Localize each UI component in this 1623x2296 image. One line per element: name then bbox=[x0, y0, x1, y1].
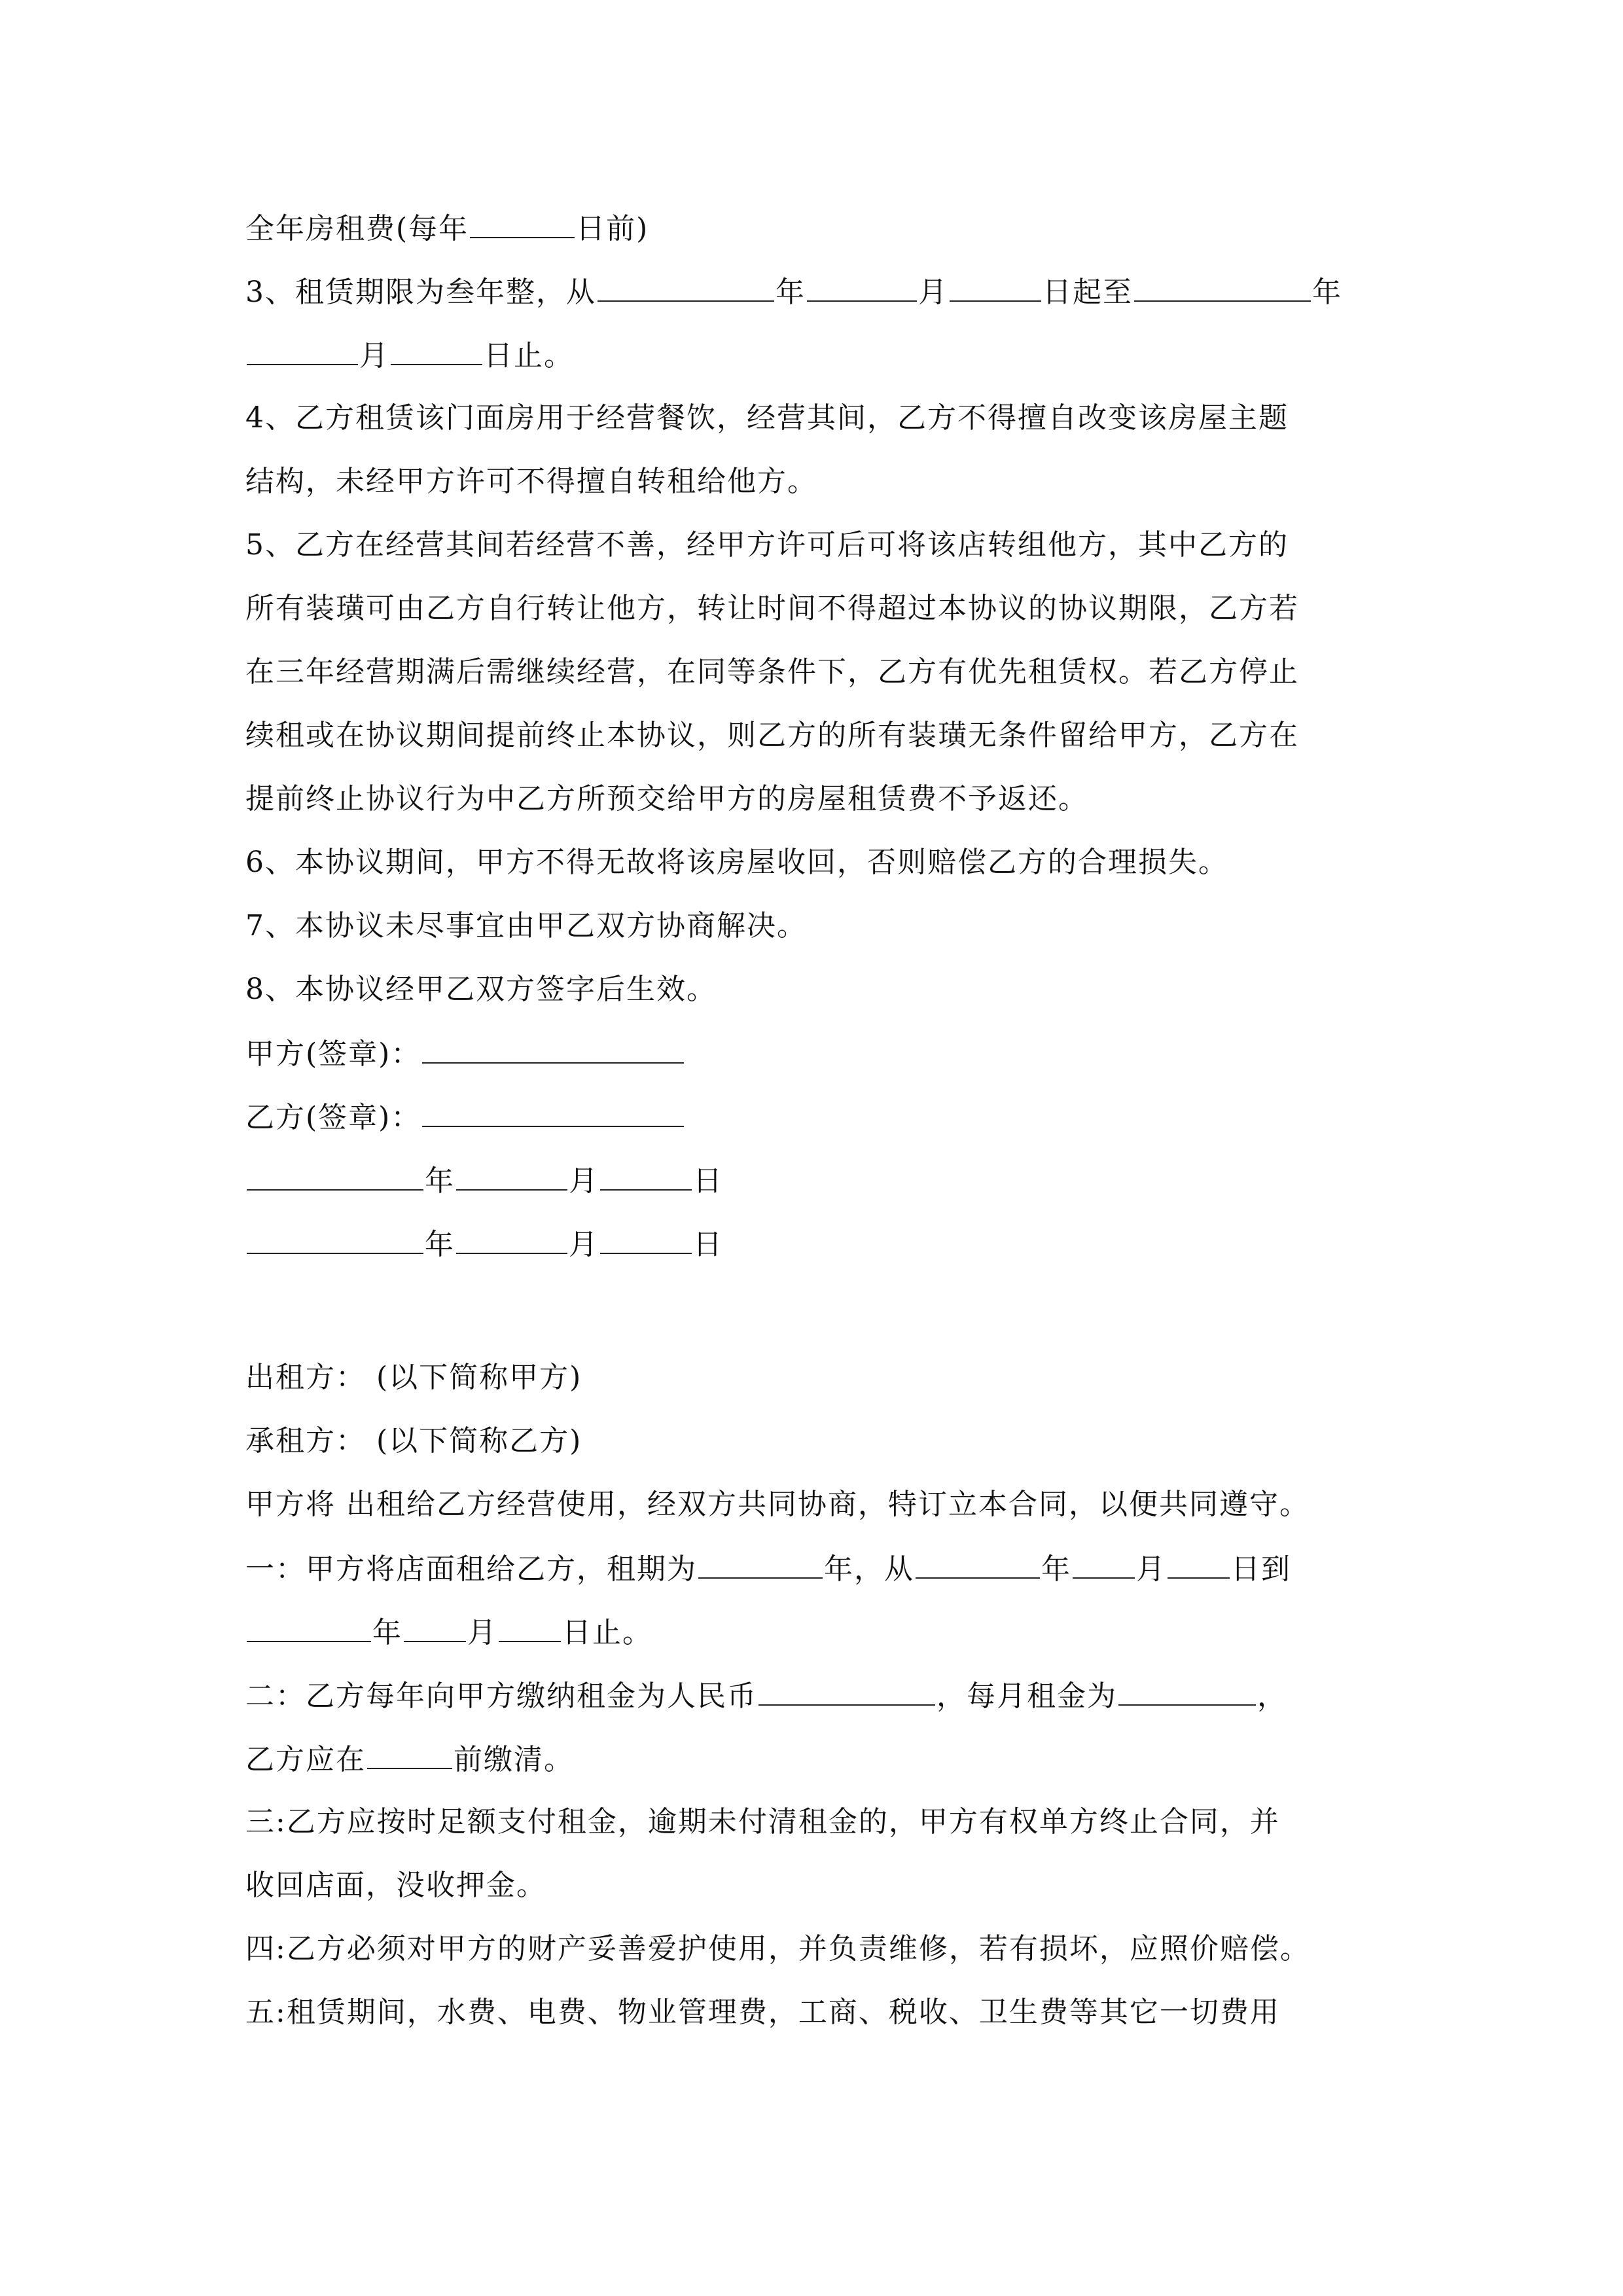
text-segment: 日起至 bbox=[1043, 276, 1133, 309]
text-line: 7、本协议未尽事宜由甲乙双方协商解决。 bbox=[245, 909, 807, 942]
fill-blank bbox=[950, 272, 1041, 302]
fill-blank bbox=[597, 272, 774, 302]
text-segment: ， bbox=[1257, 1679, 1287, 1713]
fill-blank bbox=[404, 1612, 466, 1642]
text-line: 结构，未经甲方许可不得擅自转租给他方。 bbox=[245, 465, 817, 498]
text-segment: 年 bbox=[372, 1616, 402, 1649]
text-line: 收回店面，没收押金。 bbox=[245, 1869, 546, 1902]
text-segment: 年 bbox=[776, 276, 806, 309]
text-line bbox=[245, 208, 649, 247]
fill-blank bbox=[247, 1160, 423, 1191]
text-segment: 日到 bbox=[1231, 1552, 1291, 1586]
text-line bbox=[245, 1676, 1287, 1715]
text-line: 5、乙方在经营其间若经营不善，经甲方许可后可将该店转组他方，其中乙方的 bbox=[245, 528, 1289, 562]
text-segment: 日前) bbox=[576, 212, 649, 245]
fill-blank bbox=[807, 272, 917, 302]
signature-line-party-b bbox=[245, 1097, 685, 1136]
text-line bbox=[245, 1739, 574, 1778]
text-segment: 前缴清。 bbox=[454, 1743, 574, 1776]
fill-blank bbox=[1118, 1676, 1256, 1706]
fill-blank bbox=[247, 1224, 423, 1254]
text-segment: 全年房租费(每年 bbox=[245, 212, 469, 245]
text-segment: 年 bbox=[1041, 1552, 1071, 1586]
fill-blank bbox=[456, 1224, 567, 1254]
fill-blank bbox=[247, 1612, 371, 1642]
fill-blank bbox=[391, 335, 482, 365]
fill-blank bbox=[470, 208, 575, 238]
fill-blank bbox=[1134, 272, 1311, 302]
text-line: 4、乙方租赁该门面房用于经营餐饮，经营其间，乙方不得擅自改变该房屋主题 bbox=[245, 401, 1289, 435]
text-line: 三:乙方应按时足额支付租金，逾期未付清租金的，甲方有权单方终止合同，并 bbox=[245, 1805, 1280, 1839]
text-segment: 日 bbox=[693, 1164, 723, 1198]
text-segment: 月 bbox=[569, 1228, 599, 1261]
fill-blank bbox=[456, 1160, 567, 1191]
fill-blank bbox=[600, 1160, 692, 1191]
text-line: 8、本协议经甲乙双方签字后生效。 bbox=[245, 973, 717, 1006]
text-segment: 月 bbox=[359, 339, 389, 372]
fill-blank bbox=[422, 1033, 684, 1064]
text-line: 在三年经营期满后需继续经营，在同等条件下，乙方有优先租赁权。若乙方停止 bbox=[245, 655, 1299, 689]
text-segment: 二：乙方每年向甲方缴纳租金为人民币 bbox=[245, 1679, 757, 1713]
signature-line-party-a bbox=[245, 1033, 685, 1073]
text-line bbox=[245, 335, 574, 374]
fill-blank bbox=[422, 1097, 684, 1127]
text-line: 五:租赁期间，水费、电费、物业管理费，工商、税收、卫生费等其它一切费用 bbox=[245, 1996, 1280, 2029]
fill-blank bbox=[367, 1739, 452, 1769]
fill-blank bbox=[758, 1676, 935, 1706]
fill-blank bbox=[1168, 1549, 1230, 1579]
fill-blank bbox=[698, 1549, 823, 1579]
text-line: 所有装璜可由乙方自行转让他方，转让时间不得超过本协议的协议期限，乙方若 bbox=[245, 592, 1299, 625]
text-segment: 日止。 bbox=[484, 339, 574, 372]
text-segment: 3、租赁期限为叁年整，从 bbox=[245, 276, 596, 309]
fill-blank bbox=[499, 1612, 561, 1642]
text-line bbox=[245, 1549, 1291, 1588]
text-segment: 日止。 bbox=[562, 1616, 652, 1649]
fill-blank bbox=[1073, 1549, 1135, 1579]
text-line: 6、本协议期间，甲方不得无故将该房屋收回，否则赔偿乙方的合理损失。 bbox=[245, 846, 1228, 879]
text-line: 四:乙方必须对甲方的财产妥善爱护使用，并负责维修，若有损坏，应照价赔偿。 bbox=[245, 1932, 1310, 1965]
text-line bbox=[245, 272, 1342, 311]
text-segment: 月 bbox=[467, 1616, 497, 1649]
fill-blank bbox=[247, 335, 358, 365]
text-line: 提前终止协议行为中乙方所预交给甲方的房屋租赁费不予返还。 bbox=[245, 782, 1088, 816]
date-line bbox=[245, 1160, 723, 1200]
text-line: 出租方： (以下简称甲方) bbox=[245, 1361, 582, 1394]
text-line: 续租或在协议期间提前终止本协议，则乙方的所有装璜无条件留给甲方，乙方在 bbox=[245, 719, 1299, 752]
fill-blank bbox=[916, 1549, 1040, 1579]
text-segment: 年，从 bbox=[824, 1552, 914, 1586]
text-segment: ，每月租金为 bbox=[936, 1679, 1117, 1713]
text-segment: 一：甲方将店面租给乙方，租期为 bbox=[245, 1552, 697, 1586]
text-line: 承租方： (以下简称乙方) bbox=[245, 1424, 582, 1458]
text-segment: 乙方应在 bbox=[245, 1743, 366, 1776]
text-segment: 甲方(签章)： bbox=[245, 1037, 421, 1071]
date-line bbox=[245, 1224, 723, 1263]
text-line bbox=[245, 1612, 652, 1651]
text-line: 甲方将 出租给乙方经营使用，经双方共同协商，特订立本合同，以便共同遵守。 bbox=[245, 1488, 1310, 1521]
text-segment: 日 bbox=[693, 1228, 723, 1261]
fill-blank bbox=[600, 1224, 692, 1254]
text-segment: 年 bbox=[425, 1164, 455, 1198]
text-segment: 月 bbox=[1136, 1552, 1166, 1586]
text-segment: 乙方(签章)： bbox=[245, 1101, 421, 1134]
text-segment: 年 bbox=[1312, 276, 1342, 309]
text-segment: 月 bbox=[918, 276, 948, 309]
text-segment: 年 bbox=[425, 1228, 455, 1261]
text-segment: 月 bbox=[569, 1164, 599, 1198]
